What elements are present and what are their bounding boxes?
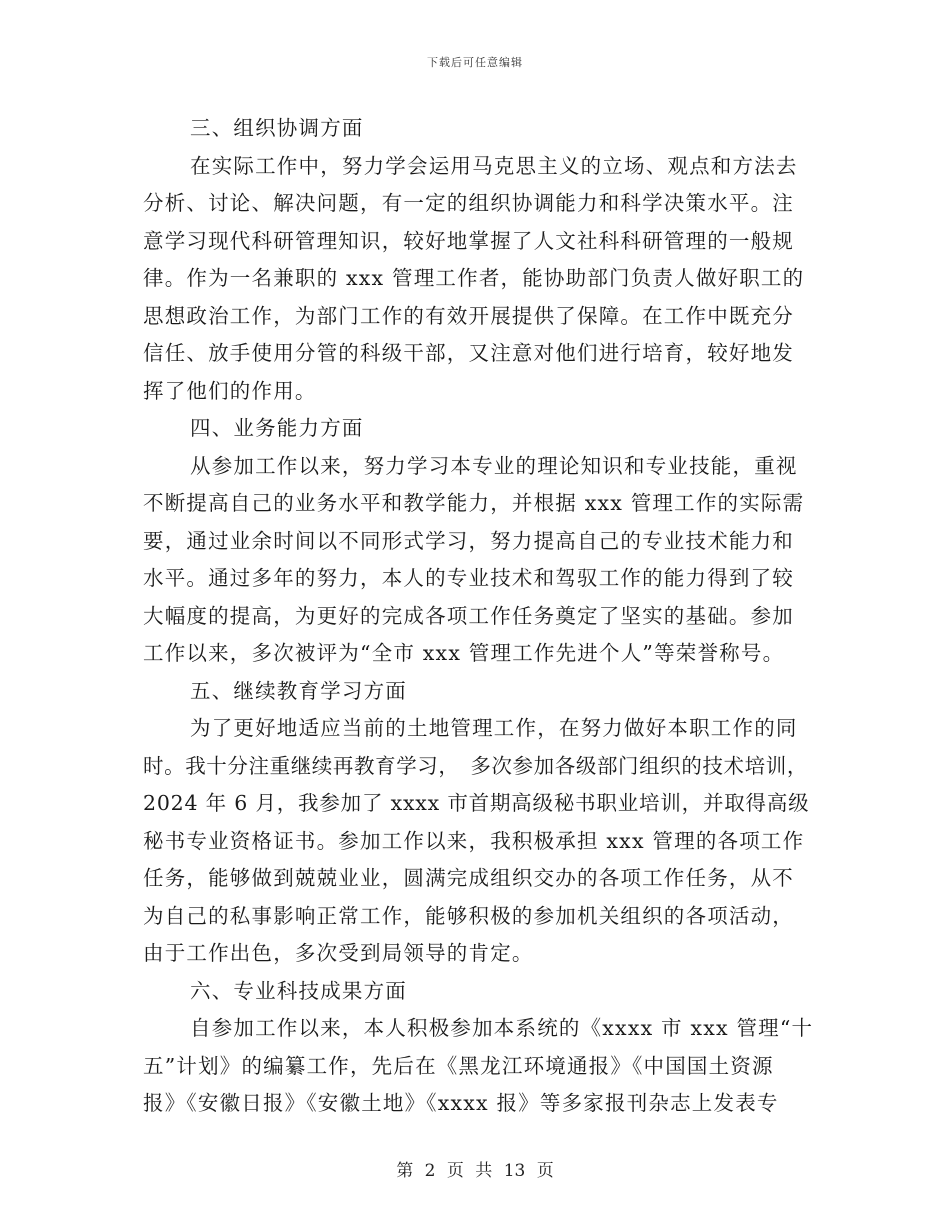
section-heading: 四、业务能力方面 bbox=[190, 416, 364, 440]
paragraph-line: 信任、放手使用分管的科级干部，又注意对他们进行培育，较好地发 bbox=[143, 341, 794, 365]
paragraph-line: 挥了他们的作用。 bbox=[143, 378, 317, 403]
paragraph-line: 在实际工作中，努力学会运用马克思主义的立场、观点和方法去 bbox=[190, 153, 798, 178]
paragraph-line: 分析、讨论、解决问题，有一定的组织协调能力和科学决策水平。注 bbox=[143, 191, 794, 215]
paragraph-line: 律。作为一名兼职的 xxx 管理工作者，能协助部门负责人做好职工的 bbox=[143, 266, 805, 290]
paragraph-line: 时。我十分注重继续再教育学习， 多次参加各级部门组织的技术培训， bbox=[143, 753, 808, 778]
paragraph-line: 意学习现代科研管理知识，较好地掌握了人文社科科研管理的一般规 bbox=[143, 228, 794, 253]
paragraph-line: 为了更好地适应当前的土地管理工作，在努力做好本职工作的同 bbox=[190, 716, 798, 740]
paragraph-line: 工作以来，多次被评为“全市 xxx 管理工作先进个人”等荣誉称号。 bbox=[143, 641, 785, 665]
paragraph-line: 五”计划》的编纂工作，先后在《黑龙江环境通报》《中国国土资源 bbox=[143, 1053, 774, 1078]
paragraph-line: 由于工作出色，多次受到局领导的肯定。 bbox=[143, 941, 534, 965]
paragraph-line: 报》《安徽日报》《安徽土地》《xxxx 报》等多家报刊杂志上发表专 bbox=[143, 1091, 779, 1115]
paragraph-line: 秘书专业资格证书。参加工作以来，我积极承担 xxx 管理的各项工作 bbox=[143, 828, 805, 853]
paragraph-line: 水平。通过多年的努力，本人的专业技术和驾驭工作的能力得到了较 bbox=[143, 566, 794, 590]
paragraph-line: 任务，能够做到兢兢业业，圆满完成组织交办的各项工作任务，从不 bbox=[143, 866, 794, 890]
paragraph-line: 从参加工作以来，努力学习本专业的理论知识和专业技能，重视 bbox=[190, 453, 798, 478]
page-number-footer: 第 2 页 共 13 页 bbox=[396, 1161, 554, 1181]
paragraph-line: 为自己的私事影响正常工作，能够积极的参加机关组织的各项活动， bbox=[143, 903, 794, 928]
section-heading: 三、组织协调方面 bbox=[190, 116, 364, 140]
paragraph-line: 思想政治工作，为部门工作的有效开展提供了保障。在工作中既充分 bbox=[143, 303, 794, 328]
section-heading: 五、继续教育学习方面 bbox=[190, 678, 407, 703]
paragraph-line: 2024 年 6 月，我参加了 xxxx 市首期高级秘书职业培训，并取得高级 bbox=[143, 791, 810, 815]
page-header: 下载后可任意编辑 bbox=[427, 56, 523, 69]
paragraph-line: 自参加工作以来，本人积极参加本系统的《xxxx 市 xxx 管理“十 bbox=[190, 1016, 814, 1040]
paragraph-line: 要，通过业余时间以不同形式学习，努力提高自己的专业技术能力和 bbox=[143, 528, 794, 553]
paragraph-line: 大幅度的提高，为更好的完成各项工作任务奠定了坚实的基础。参加 bbox=[143, 603, 794, 628]
paragraph-line: 不断提高自己的业务水平和教学能力，并根据 xxx 管理工作的实际需 bbox=[143, 491, 805, 515]
section-heading: 六、专业科技成果方面 bbox=[190, 978, 407, 1003]
document-body bbox=[143, 110, 813, 1123]
